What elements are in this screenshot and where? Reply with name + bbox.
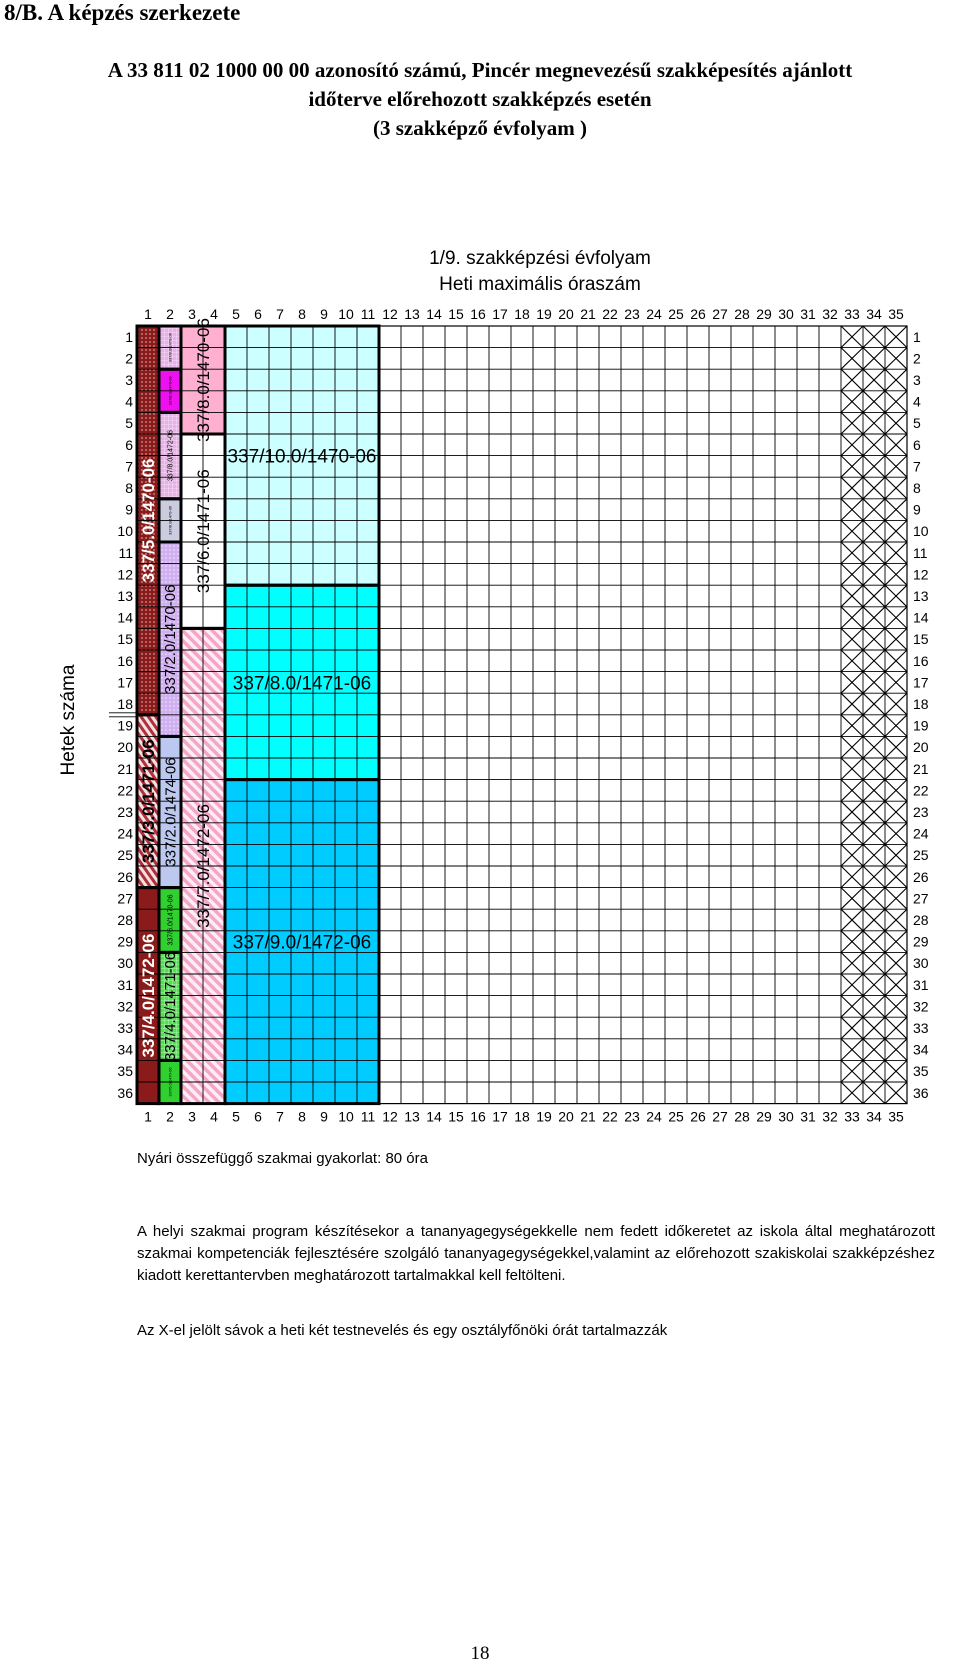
row-number-right: 5 (913, 415, 921, 432)
schedule-block-label: 337/6.0/1470-06 (167, 894, 175, 946)
column-number-bottom: 35 (888, 1108, 904, 1125)
column-number-top: 3 (188, 306, 196, 322)
column-number-bottom: 22 (602, 1108, 618, 1125)
row-number-left: 31 (117, 976, 133, 993)
row-number-right: 14 (913, 609, 929, 626)
column-number-bottom: 24 (646, 1108, 662, 1125)
row-number-left: 30 (117, 955, 133, 972)
row-number-right: 7 (913, 458, 921, 475)
row-number-left: 5 (125, 415, 133, 432)
schedule-block-label: 337/2.0/1470-06 (162, 584, 180, 694)
schedule-block-label: 337/8.0/1470-06 (167, 333, 173, 363)
schedule-block-label: 337/10.0/1470-06 (227, 446, 377, 468)
column-number-top: 20 (558, 306, 574, 322)
row-number-right: 34 (913, 1041, 929, 1058)
row-number-left: 36 (117, 1084, 133, 1101)
column-number-top: 33 (844, 306, 860, 322)
column-number-top: 29 (756, 306, 772, 322)
column-number-bottom: 4 (210, 1108, 218, 1125)
row-number-right: 25 (913, 847, 929, 864)
row-number-left: 7 (125, 458, 133, 475)
row-number-right: 13 (913, 588, 929, 604)
row-number-left: 26 (117, 868, 133, 885)
column-number-top: 34 (866, 306, 882, 322)
row-number-right: 24 (913, 825, 929, 842)
column-number-bottom: 34 (866, 1108, 882, 1125)
row-number-right: 22 (913, 782, 929, 799)
column-number-top: 10 (338, 306, 354, 322)
row-number-left: 9 (125, 501, 133, 518)
schedule-block-label: 337/8.0/1472-06 (167, 430, 175, 482)
column-number-bottom: 27 (712, 1108, 728, 1125)
row-number-left: 25 (117, 847, 133, 864)
column-number-bottom: 19 (536, 1108, 552, 1125)
row-number-right: 8 (913, 480, 921, 496)
schedule-block-label: 337/8.0/1470-06 (193, 318, 213, 442)
row-number-right: 2 (913, 350, 921, 367)
row-number-right: 4 (913, 393, 921, 410)
column-number-top: 31 (800, 306, 816, 322)
column-number-bottom: 26 (690, 1108, 706, 1125)
column-number-bottom: 2 (166, 1108, 174, 1125)
row-number-left: 32 (117, 998, 133, 1015)
column-number-bottom: 12 (382, 1108, 398, 1125)
row-number-right: 16 (913, 652, 929, 669)
row-number-left: 4 (125, 393, 133, 410)
column-number-top: 18 (514, 306, 530, 322)
schedule-block-label: 337/8.0/1471-06 (232, 673, 372, 695)
column-number-bottom: 11 (360, 1108, 376, 1125)
schedule-block-label: 337/4.0/1471-06 (162, 951, 180, 1062)
column-number-bottom: 21 (580, 1108, 596, 1125)
schedule-block-label: 337/7.0/1472-06 (193, 804, 213, 928)
page-heading: 8/B. A képzés szerkezete (4, 0, 241, 25)
row-number-left: 13 (117, 588, 133, 604)
row-number-left: 21 (117, 760, 133, 777)
column-number-top: 11 (360, 306, 376, 322)
column-number-bottom: 18 (514, 1108, 530, 1125)
row-number-right: 32 (913, 998, 929, 1015)
page-number: 18 (470, 1643, 490, 1664)
column-number-bottom: 14 (426, 1108, 442, 1125)
column-number-bottom: 9 (320, 1108, 328, 1125)
column-number-top: 14 (426, 306, 442, 322)
y-axis-label: Hetek száma (58, 664, 79, 776)
row-number-left: 28 (117, 912, 133, 928)
row-number-left: 6 (125, 436, 133, 453)
column-number-top: 25 (668, 306, 684, 322)
row-number-right: 21 (913, 760, 929, 777)
row-number-left: 27 (117, 890, 133, 907)
column-number-top: 35 (888, 306, 904, 322)
column-number-top: 4 (210, 306, 218, 322)
row-number-right: 35 (913, 1063, 929, 1080)
row-number-right: 29 (913, 933, 929, 950)
row-number-left: 20 (117, 739, 133, 756)
column-number-bottom: 13 (404, 1108, 420, 1125)
row-number-left: 10 (117, 523, 133, 540)
row-number-left: 19 (117, 717, 133, 734)
column-number-top: 15 (448, 306, 464, 322)
column-number-bottom: 5 (232, 1108, 240, 1125)
row-number-left: 33 (117, 1020, 133, 1036)
column-number-bottom: 31 (800, 1108, 816, 1125)
column-number-top: 13 (404, 306, 420, 322)
column-number-top: 9 (320, 306, 328, 322)
schedule-block-label: 337/9.0/1472-06 (232, 932, 372, 954)
column-number-top: 22 (602, 306, 618, 322)
row-number-left: 14 (117, 609, 133, 626)
title-line-2: időterve előrehozott szakképzés esetén (308, 87, 652, 111)
schedule-block-label: 337/6.0/1471-06 (193, 469, 213, 594)
schedule-block-label: 337/8.0/1470-06 (167, 505, 173, 535)
column-number-top: 30 (778, 306, 794, 322)
row-number-left: 11 (118, 544, 133, 561)
local-program-note: A helyi szakmai program készítésekor a tananyagegységekkelle nem fedett időkeretet az iskola által meghatározott szakmai kompetenciák fejlesztésére szolgáló tananyagegységekkel,valamint az előrehozott szakiskolai szakképzéshez kiadott kerettantervben meghatározott tartalmakkal kell feltölteni. (137, 1223, 935, 1284)
row-number-right: 20 (913, 739, 929, 756)
column-number-top: 24 (646, 306, 662, 322)
row-number-right: 31 (913, 976, 929, 993)
column-number-top: 12 (382, 306, 398, 322)
column-number-bottom: 28 (734, 1108, 750, 1125)
row-number-left: 12 (117, 566, 133, 583)
row-number-right: 23 (913, 804, 929, 820)
column-number-top: 27 (712, 306, 728, 322)
row-number-right: 27 (913, 890, 929, 907)
schedule-block-label: 337/8.0/1470-06 (167, 376, 173, 406)
row-number-right: 12 (913, 566, 929, 583)
column-number-top: 6 (254, 306, 262, 322)
column-number-top: 1 (144, 306, 152, 322)
column-number-top: 28 (734, 306, 750, 322)
row-number-left: 17 (117, 674, 133, 691)
title-line-1: A 33 811 02 1000 00 00 azonosító számú, Pincér megnevezésű szakképesítés ajánlott (107, 58, 853, 82)
column-number-top: 26 (690, 306, 706, 322)
row-number-left: 15 (117, 631, 133, 648)
row-number-left: 34 (117, 1041, 133, 1058)
column-number-top: 17 (492, 306, 508, 322)
row-number-right: 26 (913, 868, 929, 885)
row-number-right: 36 (913, 1084, 929, 1101)
row-number-right: 10 (913, 523, 929, 540)
row-number-right: 3 (913, 372, 921, 388)
column-number-bottom: 8 (298, 1108, 306, 1125)
column-number-bottom: 10 (338, 1108, 354, 1125)
column-number-bottom: 17 (492, 1108, 508, 1125)
column-number-bottom: 1 (144, 1108, 152, 1125)
column-number-bottom: 23 (624, 1108, 640, 1125)
chart-title: 1/9. szakképzési évfolyam (429, 248, 651, 269)
column-number-bottom: 16 (470, 1108, 486, 1125)
schedule-block-label: 337/5.0/1470-06 (167, 1067, 173, 1097)
column-number-top: 7 (276, 306, 284, 322)
row-number-left: 3 (125, 372, 133, 388)
row-number-right: 28 (913, 912, 929, 928)
row-number-left: 29 (117, 933, 133, 950)
row-number-left: 16 (117, 652, 133, 669)
row-number-right: 33 (913, 1020, 929, 1036)
column-number-bottom: 6 (254, 1108, 262, 1125)
row-number-left: 18 (117, 696, 133, 712)
column-number-top: 16 (470, 306, 486, 322)
title-line-3: (3 szakképző évfolyam ) (372, 116, 588, 140)
row-number-right: 6 (913, 436, 921, 453)
row-number-right: 19 (913, 717, 929, 734)
column-number-top: 19 (536, 306, 552, 322)
column-number-top: 8 (298, 306, 306, 322)
row-number-right: 30 (913, 955, 929, 972)
chart-subtitle: Heti maximális óraszám (439, 274, 641, 295)
column-number-bottom: 15 (448, 1108, 464, 1125)
schedule-block-label: 337/2.0/1474-06 (162, 757, 180, 867)
column-number-bottom: 32 (822, 1108, 838, 1125)
column-number-bottom: 3 (188, 1108, 196, 1125)
column-number-top: 23 (624, 306, 640, 322)
row-number-right: 1 (913, 328, 921, 345)
column-number-top: 32 (822, 306, 838, 322)
column-number-top: 5 (232, 306, 240, 322)
summer-practice-note: Nyári összefüggő szakmai gyakorlat: 80 óra (137, 1150, 428, 1167)
x-marking-note: Az X-el jelölt sávok a heti két testnevelés és egy osztályfőnöki órát tartalmazzák (137, 1322, 668, 1339)
column-number-bottom: 7 (276, 1108, 284, 1125)
row-number-left: 24 (117, 825, 133, 842)
column-number-top: 21 (580, 306, 596, 322)
row-number-right: 15 (913, 631, 929, 648)
row-number-right: 9 (913, 501, 921, 518)
column-number-bottom: 25 (668, 1108, 684, 1125)
row-number-right: 17 (913, 674, 929, 691)
row-number-left: 35 (117, 1063, 133, 1080)
row-number-left: 2 (125, 350, 133, 367)
row-number-left: 22 (117, 782, 133, 799)
row-number-left: 8 (125, 480, 133, 496)
row-number-left: 1 (125, 328, 133, 345)
row-number-right: 18 (913, 696, 929, 712)
column-number-bottom: 29 (756, 1108, 772, 1125)
column-number-bottom: 33 (844, 1108, 860, 1125)
column-number-bottom: 20 (558, 1108, 574, 1125)
row-number-right: 11 (913, 544, 928, 561)
column-number-bottom: 30 (778, 1108, 794, 1125)
row-number-left: 23 (117, 804, 133, 820)
column-number-top: 2 (166, 306, 174, 322)
schedule-block-label: 337/4.0/1472-06 (138, 933, 158, 1058)
schedule-block-label: 337/3.0/1471-06 (138, 739, 158, 864)
schedule-block-label: 337/5.0/1470-06 (138, 458, 158, 583)
